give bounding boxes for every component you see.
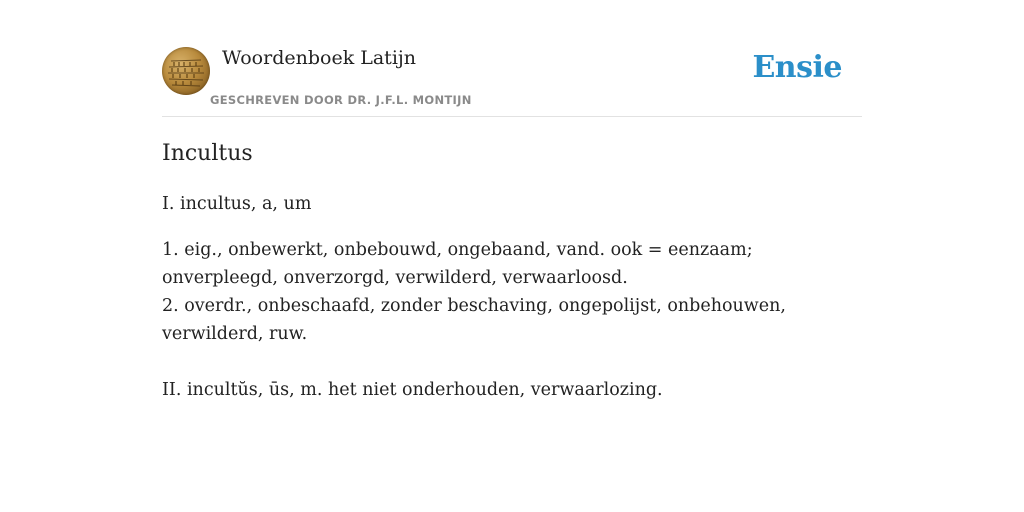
- page-title: Incultus: [162, 141, 253, 166]
- author-byline: GESCHREVEN DOOR DR. J.F.L. MONTIJN: [210, 93, 472, 107]
- definition-item: 2. overdr., onbeschaafd, zonder beschaving, ongepolijst, onbehouwen, verwilderd, ruw.: [162, 296, 786, 344]
- entry-definitions: [162, 236, 862, 348]
- ensie-logo[interactable]: Ensie: [752, 50, 842, 85]
- site-title[interactable]: Woordenboek Latijn: [222, 47, 417, 69]
- site-header: [162, 46, 862, 117]
- entry-headword: I. incultus, a, um: [162, 194, 312, 214]
- latin-coin-icon[interactable]: [162, 47, 210, 95]
- second-entry: II. incultŭs, ūs, m. het niet onderhouden, verwaarlozing.: [162, 380, 663, 400]
- definition-item: 1. eig., onbewerkt, onbebouwd, ongebaand, vand. ook = eenzaam; onverpleegd, onverzorgd, verwilderd, verwaarloosd.: [162, 240, 753, 288]
- entry-content: [162, 138, 862, 404]
